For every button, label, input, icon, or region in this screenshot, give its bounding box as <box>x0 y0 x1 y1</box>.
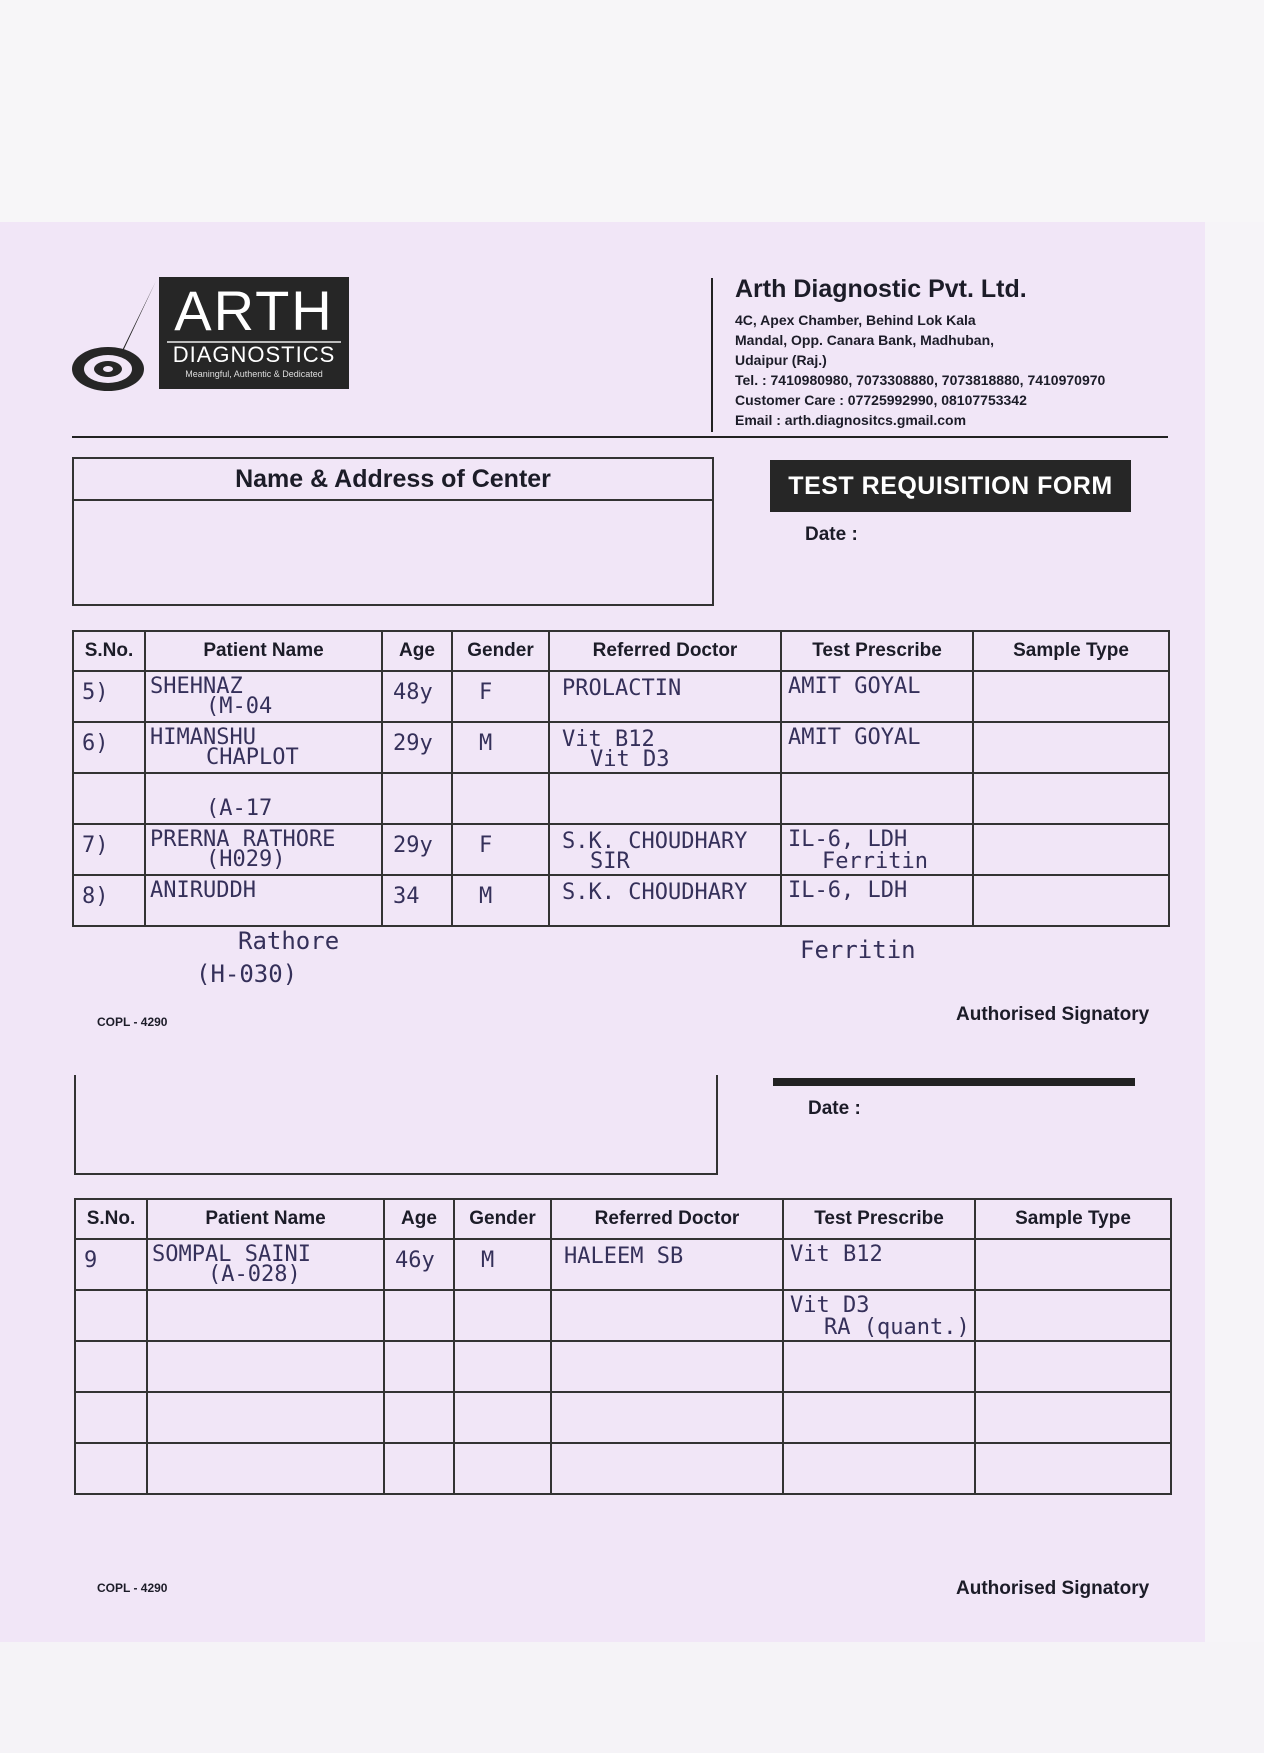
overflow-name-1: Rathore <box>238 927 340 955</box>
handwritten-age: 34 <box>393 884 420 909</box>
cell-age <box>384 1290 454 1341</box>
handwritten-doctor2: SIR <box>590 849 630 874</box>
cell-sample <box>973 875 1169 926</box>
cell-sno <box>73 722 145 773</box>
handwritten-gender: F <box>479 833 493 858</box>
cell-age <box>384 1392 454 1443</box>
handwritten-doctor2: Vit D3 <box>590 747 670 772</box>
cell-age <box>384 1443 454 1494</box>
handwritten-doctor: S.K. CHOUDHARY <box>562 829 748 854</box>
cell-gender <box>454 1341 551 1392</box>
column-header: Referred Doctor <box>549 631 781 671</box>
cell-test <box>783 1392 975 1443</box>
cell-doctor <box>549 773 781 824</box>
table-header <box>73 631 1169 671</box>
cell-age <box>384 1341 454 1392</box>
handwritten-name: SOMPAL SAINI <box>152 1242 311 1267</box>
handwritten-doctor: HALEEM SB <box>564 1244 684 1269</box>
company-info <box>735 272 1175 430</box>
cell-sample <box>975 1239 1171 1290</box>
handwritten-name: HIMANSHU <box>150 725 256 750</box>
cell-sno <box>75 1239 147 1290</box>
cell-gender <box>454 1392 551 1443</box>
cell-sample <box>975 1443 1171 1494</box>
handwritten-doctor: S.K. CHOUDHARY <box>562 880 748 905</box>
column-header: S.No. <box>73 631 145 671</box>
handwritten-age: 46y <box>395 1248 435 1273</box>
handwritten-test: IL-6, LDH <box>788 827 908 852</box>
handwritten-name2: (H029) <box>206 847 286 872</box>
column-header: Age <box>384 1199 454 1239</box>
handwritten-gender: M <box>481 1248 495 1273</box>
cell-sno <box>73 824 145 875</box>
cell-age <box>382 824 452 875</box>
center-box-2 <box>74 1075 718 1175</box>
date-label-2: Date : <box>808 1098 861 1119</box>
header-rule <box>72 436 1168 438</box>
cell-doctor <box>551 1443 783 1494</box>
handwritten-name2: (A-028) <box>208 1262 301 1287</box>
cell-sno <box>75 1443 147 1494</box>
cell-age <box>382 773 452 824</box>
column-header: Patient Name <box>145 631 382 671</box>
cell-sample <box>975 1392 1171 1443</box>
date-label: Date : <box>805 524 858 545</box>
cell-sno <box>75 1341 147 1392</box>
cell-name <box>147 1290 384 1341</box>
column-header: Referred Doctor <box>551 1199 783 1239</box>
handwritten-test: AMIT GOYAL <box>788 725 921 750</box>
cell-gender <box>452 824 549 875</box>
table-row <box>73 671 1169 722</box>
handwritten-test: Vit B12 <box>790 1242 883 1267</box>
cell-name <box>145 671 382 722</box>
cell-sample <box>973 722 1169 773</box>
handwritten-age: 48y <box>393 680 433 705</box>
handwritten-doctor: PROLACTIN <box>562 676 682 701</box>
form-title-bar-2 <box>773 1078 1135 1086</box>
cell-doctor <box>551 1341 783 1392</box>
table-body <box>75 1239 1171 1494</box>
table-row <box>75 1443 1171 1494</box>
cell-sno <box>73 773 145 824</box>
center-heading: Name & Address of Center <box>74 459 712 501</box>
email: Email : arth.diagnositcs.gmail.com <box>735 412 967 428</box>
copl-code: COPL - 4290 <box>97 1015 168 1029</box>
handwritten-age: 29y <box>393 731 433 756</box>
telephone: Tel. : 7410980980, 7073308880, 7073818880, 7410970970 <box>735 372 1106 388</box>
column-header: Test Prescribe <box>783 1199 975 1239</box>
authorised-signatory-2: Authorised Signatory <box>956 1578 1150 1599</box>
table-row <box>73 773 1169 824</box>
cell-age <box>382 722 452 773</box>
table-row <box>73 875 1169 926</box>
cell-name <box>145 875 382 926</box>
table-row <box>75 1341 1171 1392</box>
table-row <box>75 1239 1171 1290</box>
table-row <box>73 722 1169 773</box>
cell-test <box>783 1341 975 1392</box>
cell-name <box>147 1443 384 1494</box>
cell-doctor <box>549 671 781 722</box>
cell-sno <box>73 671 145 722</box>
address-line-3: Udaipur (Raj.) <box>735 352 827 368</box>
handwritten-sno: 7) <box>82 833 109 858</box>
handwritten-sno: 9 <box>84 1248 98 1273</box>
handwritten-doctor: Vit B12 <box>562 727 655 752</box>
cell-name <box>145 824 382 875</box>
cell-doctor <box>549 824 781 875</box>
handwritten-test: Vit D3 <box>790 1293 870 1318</box>
cell-name <box>147 1392 384 1443</box>
patient-table-2 <box>74 1198 1172 1495</box>
overflow-name-2: (H-030) <box>196 960 298 988</box>
cell-test <box>781 875 973 926</box>
handwritten-name2: (A-17 <box>206 796 273 821</box>
handwritten-gender: M <box>479 884 493 909</box>
column-header: Gender <box>454 1199 551 1239</box>
authorised-signatory: Authorised Signatory <box>956 1004 1150 1025</box>
cell-test <box>783 1239 975 1290</box>
cell-test <box>781 671 973 722</box>
cell-test <box>781 773 973 824</box>
cell-name <box>147 1341 384 1392</box>
target-check-icon <box>70 275 162 395</box>
cell-gender <box>452 773 549 824</box>
cell-doctor <box>551 1392 783 1443</box>
handwritten-sno: 5) <box>82 680 109 705</box>
column-header: Gender <box>452 631 549 671</box>
cell-doctor <box>551 1239 783 1290</box>
cell-gender <box>452 722 549 773</box>
form-title: TEST REQUISITION FORM <box>770 460 1131 512</box>
cell-sno <box>73 875 145 926</box>
cell-gender <box>454 1443 551 1494</box>
column-header: S.No. <box>75 1199 147 1239</box>
handwritten-test: AMIT GOYAL <box>788 674 921 699</box>
cell-age <box>384 1239 454 1290</box>
cell-test <box>783 1290 975 1341</box>
handwritten-gender: F <box>479 680 493 705</box>
center-box <box>72 457 714 606</box>
patient-table-1 <box>72 630 1170 927</box>
cell-test <box>783 1443 975 1494</box>
cell-name <box>145 773 382 824</box>
cell-name <box>145 722 382 773</box>
column-header: Patient Name <box>147 1199 384 1239</box>
cell-sno <box>75 1392 147 1443</box>
column-header: Age <box>382 631 452 671</box>
handwritten-test2: RA (quant.) <box>824 1315 970 1340</box>
handwritten-name: ANIRUDDH <box>150 878 256 903</box>
handwritten-test2: Ferritin <box>822 849 928 874</box>
handwritten-name: SHEHNAZ <box>150 674 243 699</box>
column-header: Test Prescribe <box>781 631 973 671</box>
handwritten-sno: 8) <box>82 884 109 909</box>
handwritten-test: IL-6, LDH <box>788 878 908 903</box>
cell-sample <box>975 1341 1171 1392</box>
cell-test <box>781 824 973 875</box>
cell-sample <box>973 824 1169 875</box>
backing-sheet <box>0 0 1264 222</box>
cell-test <box>781 722 973 773</box>
handwritten-age: 29y <box>393 833 433 858</box>
column-header: Sample Type <box>975 1199 1171 1239</box>
cell-age <box>382 671 452 722</box>
logo-sub: DIAGNOSTICS <box>167 341 341 367</box>
table-row <box>75 1290 1171 1341</box>
company-name: Arth Diagnostic Pvt. Ltd. <box>735 275 1027 303</box>
brand-logo <box>159 277 349 389</box>
address-line-1: 4C, Apex Chamber, Behind Lok Kala <box>735 312 976 328</box>
cell-gender <box>454 1239 551 1290</box>
address-line-2: Mandal, Opp. Canara Bank, Madhuban, <box>735 332 995 348</box>
cell-sno <box>75 1290 147 1341</box>
cell-sample <box>973 671 1169 722</box>
table-row <box>73 824 1169 875</box>
handwritten-gender: M <box>479 731 493 756</box>
table-body <box>73 671 1169 926</box>
customer-care: Customer Care : 07725992990, 08107753342 <box>735 392 1027 408</box>
cell-doctor <box>549 875 781 926</box>
copl-code-2: COPL - 4290 <box>97 1581 168 1595</box>
header-divider <box>711 278 713 432</box>
handwritten-sno: 6) <box>82 731 109 756</box>
backing-sheet-bottom <box>0 1642 1264 1753</box>
table-row <box>75 1392 1171 1443</box>
table-header <box>75 1199 1171 1239</box>
cell-sample <box>973 773 1169 824</box>
cell-doctor <box>549 722 781 773</box>
cell-age <box>382 875 452 926</box>
cell-gender <box>452 671 549 722</box>
handwritten-name2: (M-04 <box>206 694 273 719</box>
handwritten-name2: CHAPLOT <box>206 745 299 770</box>
column-header: Sample Type <box>973 631 1169 671</box>
logo-word: ARTH <box>174 279 334 342</box>
logo-tagline: Meaningful, Authentic & Dedicated <box>185 369 323 379</box>
handwritten-name: PRERNA RATHORE <box>150 827 336 852</box>
cell-name <box>147 1239 384 1290</box>
cell-doctor <box>551 1290 783 1341</box>
cell-gender <box>454 1290 551 1341</box>
cell-gender <box>452 875 549 926</box>
cell-sample <box>975 1290 1171 1341</box>
overflow-test: Ferritin <box>800 936 916 964</box>
